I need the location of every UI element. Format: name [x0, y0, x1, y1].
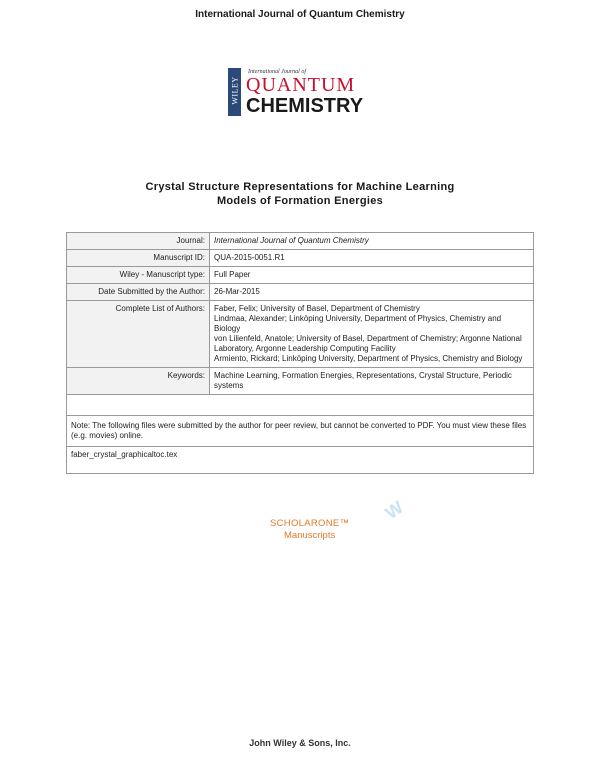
- journal-label: Journal:: [67, 233, 210, 250]
- table-row: [67, 368, 534, 395]
- table-row: [67, 250, 534, 267]
- page-footer: John Wiley & Sons, Inc.: [249, 738, 351, 748]
- date-submitted-label: Date Submitted by the Author:: [67, 284, 210, 301]
- paper-title-line-2: Models of Formation Energies: [216, 195, 384, 207]
- manuscript-metadata-table: [66, 232, 534, 474]
- table-row: [67, 301, 534, 368]
- blank-row: [67, 395, 534, 416]
- journal-value: International Journal of Quantum Chemistry: [210, 233, 534, 250]
- running-header: International Journal of Quantum Chemistry: [195, 9, 405, 20]
- journal-logo: [228, 66, 378, 118]
- authors-value: [210, 301, 534, 368]
- table-row: [67, 447, 534, 474]
- keywords-value: Machine Learning, Formation Energies, Representations, Crystal Structure, Periodic systems: [210, 368, 534, 395]
- wiley-logo-bar: [228, 68, 241, 116]
- manuscript-type-label: Wiley - Manuscript type:: [67, 267, 210, 284]
- table-row: [67, 233, 534, 250]
- logo-word-quantum: QUANTUM: [246, 74, 356, 96]
- wiley-logo-text: WILEY: [230, 76, 240, 105]
- manuscript-type-value: Full Paper: [210, 267, 534, 284]
- author-entry: von Lilienfeld, Anatole; University of Basel, Department of Chemistry; Argonne National Laboratory, Argonne Leadership Computing Facility: [214, 334, 522, 353]
- paper-title-line-1: Crystal Structure Representations for Machine Learning: [145, 181, 455, 193]
- authors-label: Complete List of Authors:: [67, 301, 210, 368]
- scholarone-logo: [270, 518, 380, 541]
- table-row: [67, 267, 534, 284]
- table-row: [67, 395, 534, 416]
- date-submitted-value: 26-Mar-2015: [210, 284, 534, 301]
- author-entry: Armiento, Rickard; Linköping University, Department of Physics, Chemistry and Biology: [214, 354, 523, 363]
- author-entry: Faber, Felix; University of Basel, Department of Chemistry: [214, 304, 420, 313]
- logo-word-chemistry: CHEMISTRY: [246, 95, 364, 117]
- keywords-label: Keywords:: [67, 368, 210, 395]
- table-row: [67, 284, 534, 301]
- manuscript-id-value: QUA-2015-0051.R1: [210, 250, 534, 267]
- attached-file-name[interactable]: faber_crystal_graphicaltoc.tex: [67, 447, 534, 474]
- scholarone-manuscripts-text: Manuscripts: [284, 530, 336, 541]
- paper-title: [0, 180, 600, 208]
- review-watermark: W: [381, 497, 407, 524]
- logo-subtitle: International Journal of: [248, 69, 306, 75]
- author-entry: Lindmaa, Alexander; Linköping University, Department of Physics, Chemistry and Biology: [214, 314, 502, 333]
- scholarone-text: SCHOLARONE™: [270, 518, 350, 529]
- table-row: [67, 416, 534, 447]
- manuscript-id-label: Manuscript ID:: [67, 250, 210, 267]
- files-note: Note: The following files were submitted by the author for peer review, but cannot be converted to PDF. You must view these files (e.g. movies) online.: [67, 416, 534, 447]
